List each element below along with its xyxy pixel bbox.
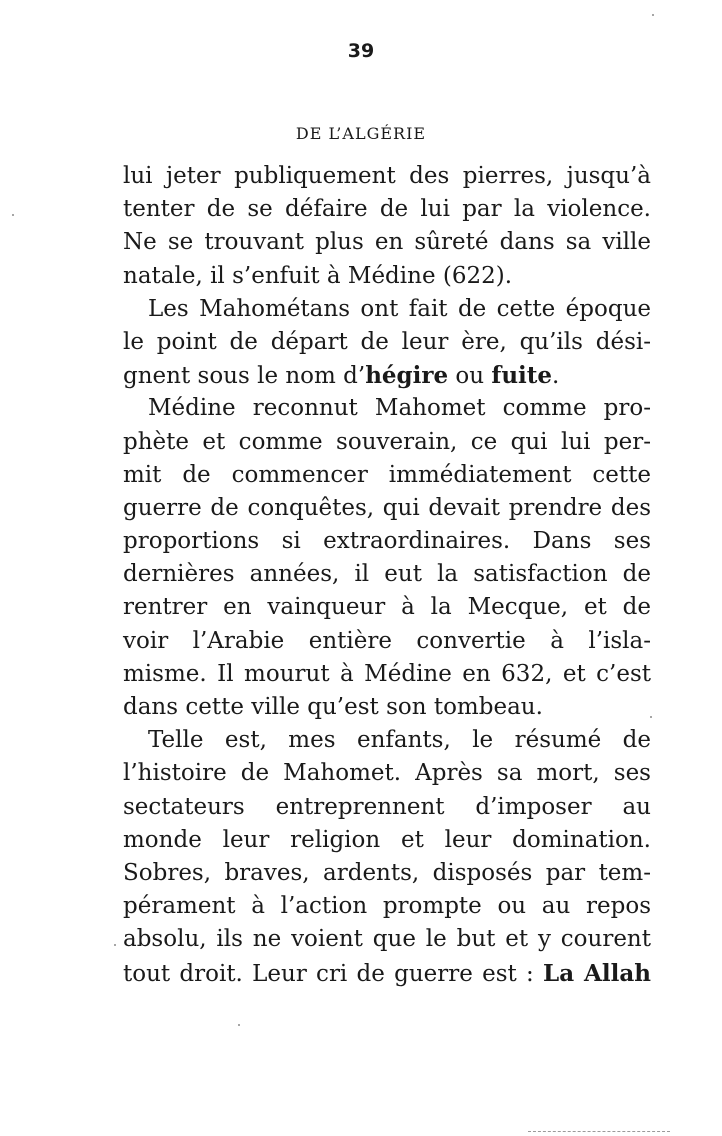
text-line: le point de départ de leur ère, qu’ils dési-	[123, 328, 651, 355]
bold-term: hégire	[365, 362, 449, 390]
body-text	[0, 160, 722, 990]
text-line: tenter de se défaire de lui par la violence.	[123, 196, 651, 223]
text-line: sectateurs entreprennent d’imposer au	[123, 793, 651, 820]
text-line: lui jeter publiquement des pierres, jusqu’à	[123, 163, 651, 189]
bold-term: fuite	[491, 362, 553, 390]
text-line: Telle est, mes enfants, le résumé de	[148, 727, 651, 754]
scan-speck	[238, 1024, 240, 1026]
text-line: monde leur religion et leur domination.	[123, 826, 651, 853]
text-line: mit de commencer immédiatement cette	[123, 461, 651, 488]
text-line: pérament à l’action prompte ou au repos	[123, 893, 651, 920]
text-line: gnent sous le nom d’hégire ou fuite.	[123, 362, 560, 390]
bold-term: La Allah	[543, 959, 651, 987]
text-line: Médine reconnut Mahomet comme pro-	[148, 395, 651, 422]
text-line: l’histoire de Mahomet. Après sa mort, ses	[123, 760, 651, 787]
text-line: Les Mahométans ont fait de cette époque	[148, 295, 651, 322]
text-line: dernières années, il eut la satisfaction de	[123, 561, 651, 588]
scan-speck	[12, 214, 14, 216]
text-line: voir l’Arabie entière convertie à l’isla-	[123, 627, 651, 654]
running-head: DE L’ALGÉRIE	[295, 124, 427, 143]
scan-edge-line	[528, 1131, 670, 1133]
text-line: tout droit. Leur cri de guerre est : La Allah	[123, 959, 651, 987]
text-line: misme. Il mourut à Médine en 632, et c’est	[123, 660, 651, 687]
page-number: 39	[347, 40, 375, 62]
text-line: phète et comme souverain, ce qui lui per-	[123, 428, 651, 455]
text-line: natale, il s’enfuit à Médine (622).	[123, 262, 513, 289]
text-line: Ne se trouvant plus en sûreté dans sa ville	[123, 229, 651, 256]
text-line: absolu, ils ne voient que le but et y courent	[123, 926, 651, 953]
text-line: proportions si extraordinaires. Dans ses	[123, 528, 651, 555]
scan-speck	[650, 716, 652, 718]
text-line: guerre de conquêtes, qui devait prendre des	[123, 494, 651, 521]
text-line: Sobres, braves, ardents, disposés par tem-	[123, 859, 651, 886]
text-line: rentrer en vainqueur à la Mecque, et de	[123, 594, 651, 621]
scan-speck	[652, 14, 654, 16]
text-line: dans cette ville qu’est son tombeau.	[123, 694, 543, 720]
scan-speck	[114, 944, 116, 946]
